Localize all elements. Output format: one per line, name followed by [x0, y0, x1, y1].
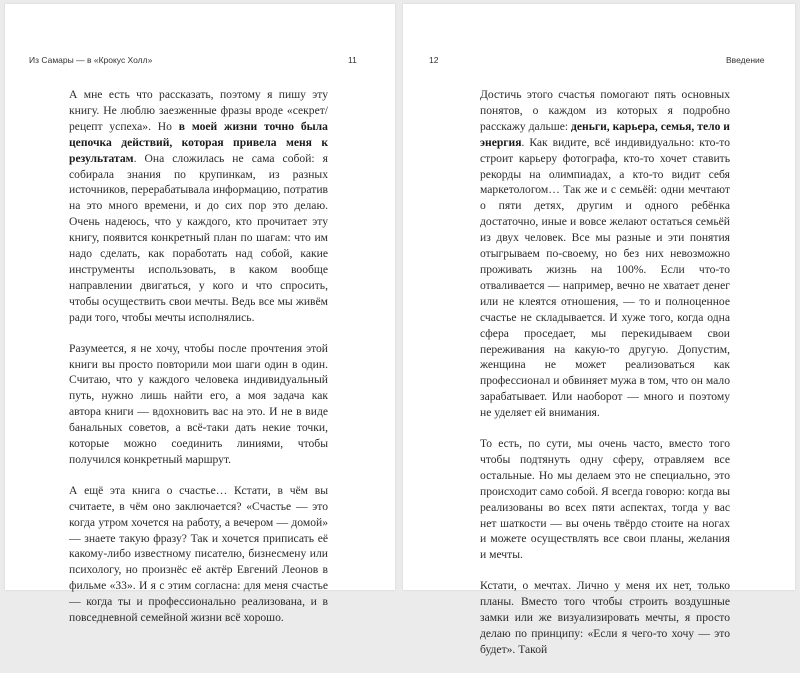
- paragraph: [480, 436, 730, 563]
- text-run: Разумеется, я не хочу, чтобы после прочтения этой книги вы просто повторили мои шаги один в один. Считаю, что у каждого человека индивидуальный путь, нужно лишь найти его, а моя задача как автора книги — вдохновить вас на это. И не в виде банальных советов, а всё-таки дать некие точки, которые можно соединить линиями, чтобы получился конкретный маршрут.: [69, 341, 328, 466]
- page-number: 11: [348, 55, 357, 65]
- body-text: [480, 87, 730, 673]
- bold-run: в моей жизни точно была цепочка действий, которая привела меня к результатам: [69, 119, 328, 165]
- text-run: . Как видите, всё индивидуально: кто-то строит карьеру фотографа, кто-то хочет ставить рекорды на олимпиадах, а кто-то видит себя маркетологом… Так же и с семьёй: одни мечтают о пяти детях, другим и одного ребёнка достаточно, иные и вовсе желают остаться семьёй из двух человек. Все мы разные и эти понятия отыгрываем по-своему, но без них невозможно проживать жизнь на 100%. Если что-то отваливается — например, вечно не хватает денег или не клеятся отношения, — то и полноценное счастье не складывается. И хуже того, когда одна сфера проседает, мы перекидываем свои переживания на какую-то другую. Допустим, женщина не может реализоваться как профессионал и обвиняет мужа в том, что он мало зарабатывает. Или наоборот — много и поэтому не уделяет ей внимания.: [480, 135, 730, 420]
- running-header-title: Из Самары — в «Крокус Холл»: [29, 55, 153, 65]
- left-page: [5, 4, 395, 625]
- bold-run: деньги, карьера, семья, тело и энергия: [480, 119, 730, 149]
- paragraph: [480, 578, 730, 658]
- right-page: [403, 4, 795, 656]
- body-text: [69, 87, 328, 641]
- text-run: А ещё эта книга о счастье… Кстати, в чём вы считаете, в чём оно заключается? «Счастье — это когда утром хочется на работу, а вечером — домой» — знаете такую фразу? Так и хочется приписать её какому-либо известному писателю, бизнесмену или психологу, но произнёс её актёр Евгений Леонов в фильме «33». И я с этим согласна: для меня счастье — когда ты и профессионально реализована, и в повседневной семейной жизни всё хорошо.: [69, 483, 328, 625]
- page-number: 12: [429, 55, 439, 65]
- running-header-title: Введение: [726, 55, 765, 65]
- paragraph: [69, 483, 328, 626]
- text-run: То есть, по сути, мы очень часто, вместо того чтобы подтянуть одну сферу, отравляем все остальные. Но мы делаем это не специально, это происходит само собой. Я всегда говорю: когда вы реализованы во всех пяти аспектах, тогда у вас нет шаткости — вы очень твёрдо стоите на ногах и можете осуществлять все свои планы, желания и мечты.: [480, 437, 730, 562]
- text-run: А мне есть что рассказать, поэтому я пишу эту книгу. Не люблю заезженные фразы вроде «секрет/рецепт успеха». Но: [69, 88, 328, 133]
- paragraph: [69, 341, 328, 468]
- text-run: Кстати, о мечтах. Лично у меня их нет, только планы. Вместо того чтобы строить воздушные замки или же визуализировать мечты, я просто делаю по принципу: «Если я чего-то хочу — это будет». Такой: [480, 579, 730, 656]
- paragraph: [480, 87, 730, 421]
- paragraph: [69, 87, 328, 326]
- text-run: Достичь этого счастья помогают пять основных понятов, о каждом из которых я подробно расскажу дальше:: [480, 88, 730, 133]
- text-run: . Она сложилась не сама собой: я собирала знания по крупинкам, из разных источников, перерабатывала информацию, потратив на это много времени, и до сих пор это делаю. Очень надеюсь, что у каждого, кто прочитает эту книгу, появится конкретный план по шагам: что им надо сделать, как поработать над собой, какие инструменты использовать, в каком вообще направлении двигаться, у кого и что спросить, чтобы осуществить свои мечты. Ведь все мы живём ради того, чтобы мечты исполнялись.: [69, 151, 328, 324]
